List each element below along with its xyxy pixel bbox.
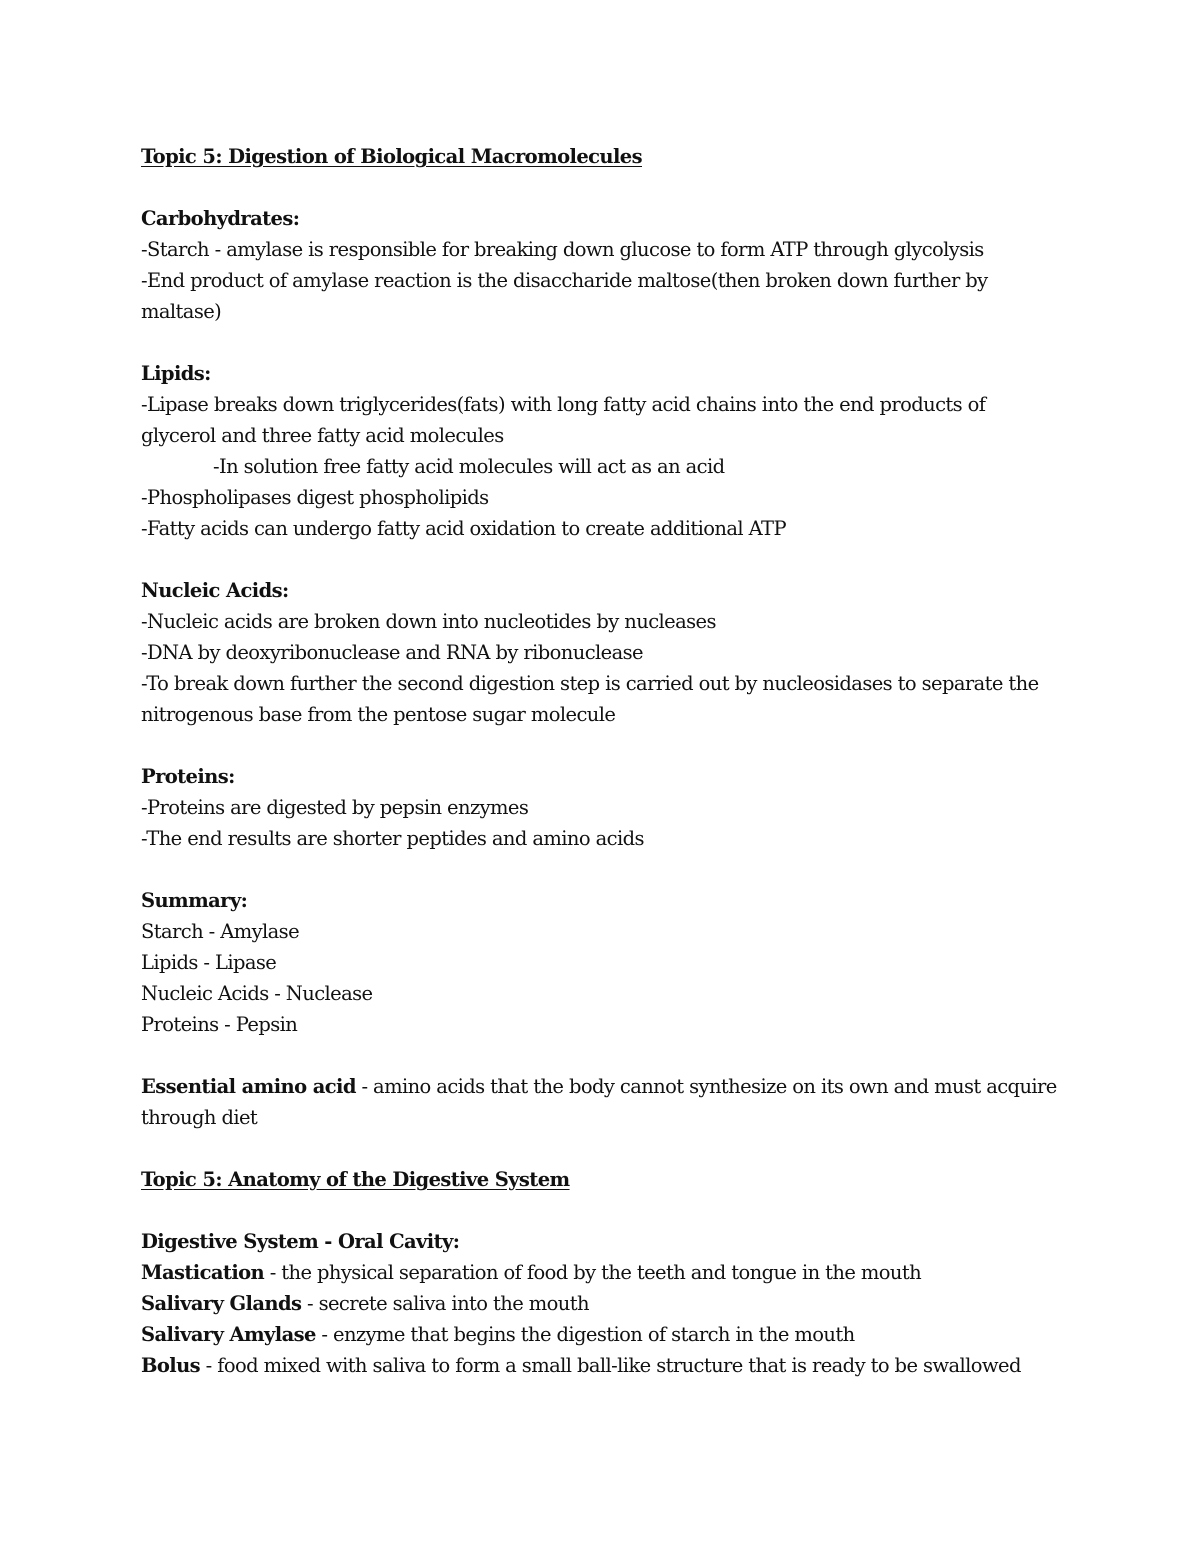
spacer bbox=[141, 1195, 1061, 1226]
topic-title-anatomy: Topic 5: Anatomy of the Digestive System bbox=[141, 1168, 570, 1191]
oral-cavity-term-row bbox=[141, 1350, 1061, 1381]
oral-cavity-term-row bbox=[141, 1288, 1061, 1319]
lipids-line: -Fatty acids can undergo fatty acid oxidation to create additional ATP bbox=[141, 517, 786, 540]
proteins-heading: Proteins: bbox=[141, 765, 235, 788]
spacer bbox=[141, 544, 1061, 575]
essential-amino-acid-definition bbox=[141, 1071, 1061, 1133]
definition-term: Essential amino acid bbox=[141, 1075, 356, 1098]
topic-title-digestion: Topic 5: Digestion of Biological Macromolecules bbox=[141, 145, 642, 168]
definition-term: Mastication bbox=[141, 1261, 265, 1284]
carbohydrates-line: -End product of amylase reaction is the disaccharide maltose(then broken down further by maltase) bbox=[141, 269, 988, 323]
summary-item: Lipids - Lipase bbox=[141, 951, 277, 974]
spacer bbox=[141, 1133, 1061, 1164]
definition-text: - amino acids that the body cannot synthesize on its own and must acquire through diet bbox=[141, 1075, 1057, 1129]
proteins-line: -Proteins are digested by pepsin enzymes bbox=[141, 796, 529, 819]
spacer bbox=[141, 1040, 1061, 1071]
spacer bbox=[141, 172, 1061, 203]
spacer bbox=[141, 327, 1061, 358]
summary-item: Starch - Amylase bbox=[141, 920, 300, 943]
definition-text: - secrete saliva into the mouth bbox=[301, 1292, 589, 1315]
nucleic-acids-line: -Nucleic acids are broken down into nucleotides by nucleases bbox=[141, 610, 716, 633]
definition-term: Salivary Glands bbox=[141, 1292, 302, 1315]
proteins-line: -The end results are shorter peptides and amino acids bbox=[141, 827, 644, 850]
oral-cavity-heading: Digestive System - Oral Cavity: bbox=[141, 1230, 460, 1253]
carbohydrates-heading: Carbohydrates: bbox=[141, 207, 300, 230]
definition-term: Bolus bbox=[141, 1354, 201, 1377]
nucleic-acids-heading: Nucleic Acids: bbox=[141, 579, 289, 602]
definition-text: - food mixed with saliva to form a small ball-like structure that is ready to be swallowed bbox=[200, 1354, 1021, 1377]
lipids-line: -Lipase breaks down triglycerides(fats) with long fatty acid chains into the end products of glycerol and three fatty acid molecules bbox=[141, 393, 986, 447]
lipids-line-indented: -In solution free fatty acid molecules will act as an acid bbox=[213, 455, 725, 478]
document-page bbox=[141, 141, 1061, 1381]
summary-item: Proteins - Pepsin bbox=[141, 1013, 298, 1036]
nucleic-acids-line: -To break down further the second digestion step is carried out by nucleosidases to separate the nitrogenous base from the pentose sugar molecule bbox=[141, 672, 1039, 726]
spacer bbox=[141, 730, 1061, 761]
oral-cavity-term-row bbox=[141, 1257, 1061, 1288]
lipids-line: -Phospholipases digest phospholipids bbox=[141, 486, 489, 509]
definition-text: - enzyme that begins the digestion of starch in the mouth bbox=[315, 1323, 855, 1346]
summary-heading: Summary: bbox=[141, 889, 248, 912]
spacer bbox=[141, 854, 1061, 885]
definition-text: - the physical separation of food by the teeth and tongue in the mouth bbox=[264, 1261, 922, 1284]
nucleic-acids-line: -DNA by deoxyribonuclease and RNA by ribonuclease bbox=[141, 641, 643, 664]
summary-item: Nucleic Acids - Nuclease bbox=[141, 982, 373, 1005]
lipids-heading: Lipids: bbox=[141, 362, 211, 385]
oral-cavity-term-row bbox=[141, 1319, 1061, 1350]
definition-term: Salivary Amylase bbox=[141, 1323, 316, 1346]
carbohydrates-line: -Starch - amylase is responsible for breaking down glucose to form ATP through glycolysis bbox=[141, 238, 984, 261]
